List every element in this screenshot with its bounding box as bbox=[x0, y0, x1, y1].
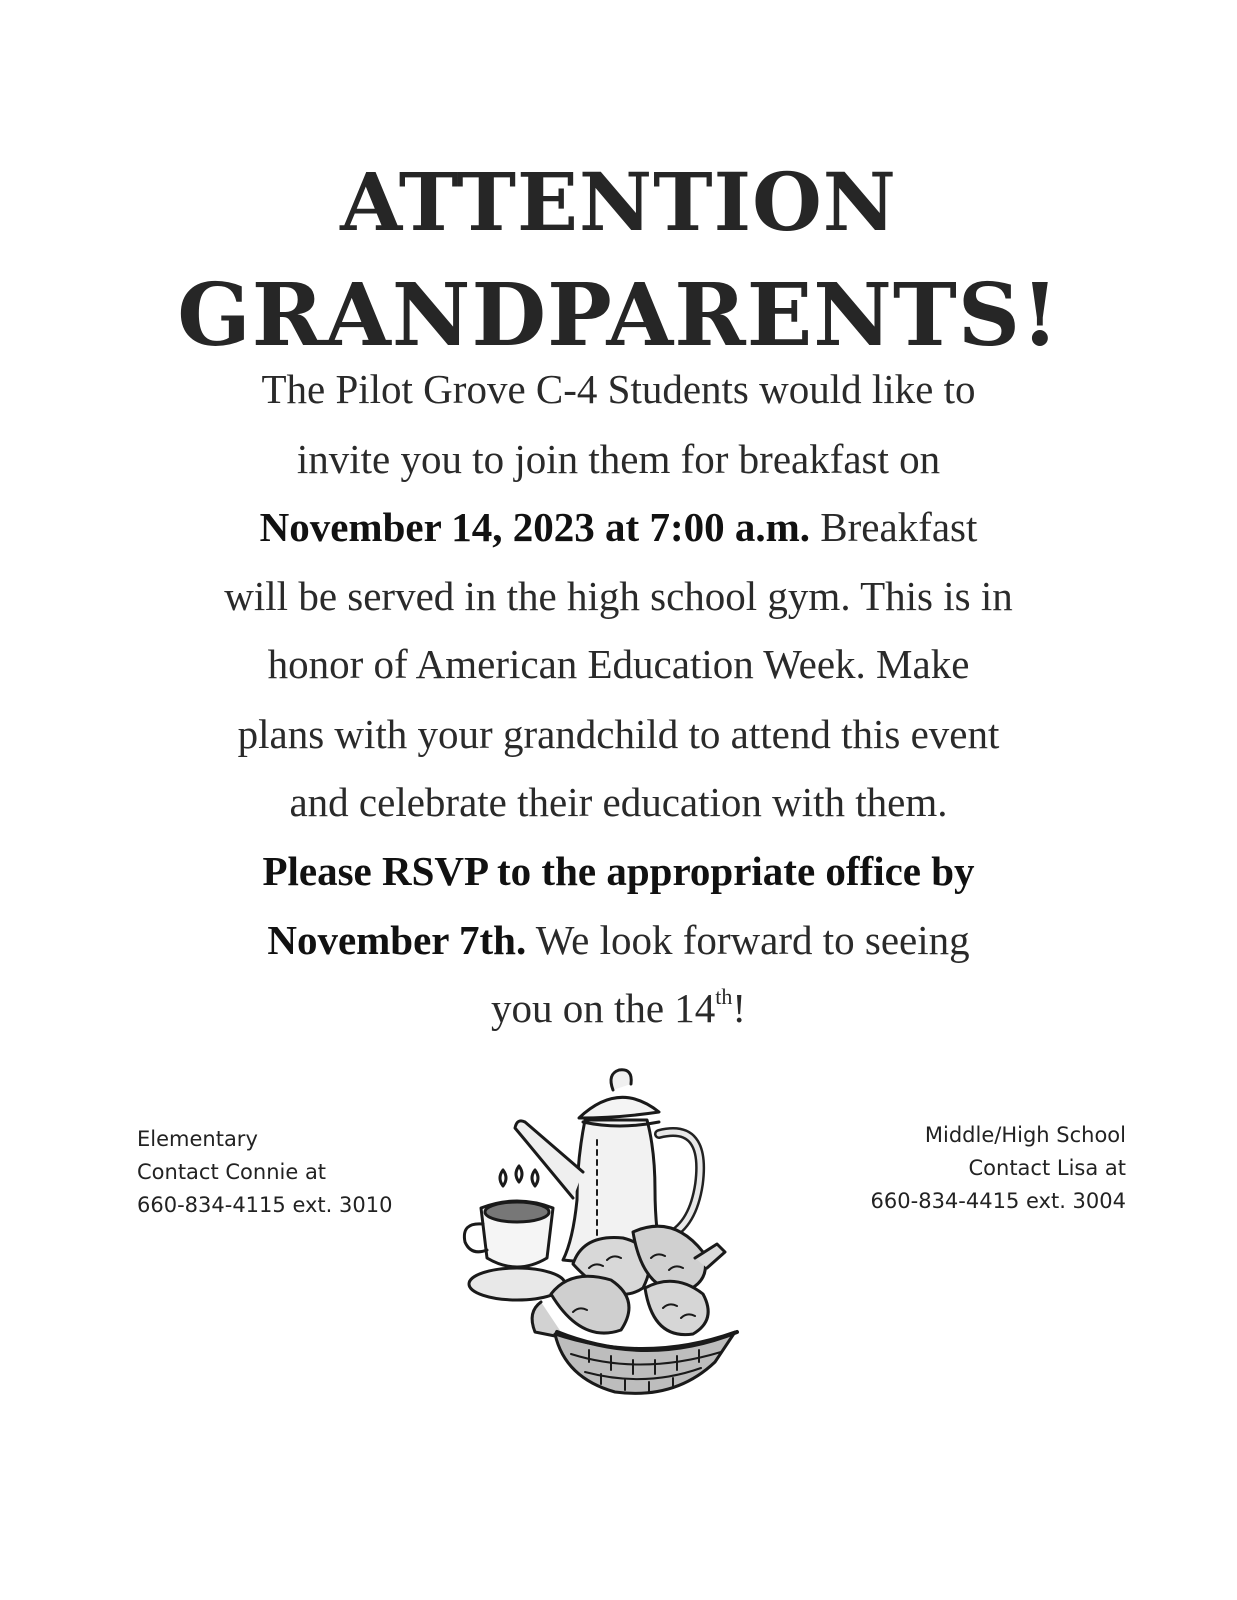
rsvp-deadline: November 7th. bbox=[267, 917, 527, 963]
body-line-9 bbox=[0, 912, 1237, 968]
body-line-3-rest: Breakfast bbox=[820, 504, 978, 550]
event-date-time: November 14, 2023 at 7:00 a.m. bbox=[259, 504, 811, 550]
rsvp-text: Please RSVP to the appropriate office by bbox=[262, 848, 975, 894]
middle-high-phone: 660-834-4415 ext. 3004 bbox=[870, 1189, 1126, 1213]
elementary-phone: 660-834-4115 ext. 3010 bbox=[137, 1193, 393, 1217]
elementary-contact-name: Contact Connie at bbox=[137, 1160, 327, 1184]
closing-text: you on the 14 bbox=[490, 985, 716, 1031]
headline-grandparents: GRANDPARENTS! bbox=[177, 265, 1060, 366]
headline-attention: ATTENTION bbox=[340, 155, 897, 249]
body-line-4: will be served in the high school gym. This is in bbox=[224, 573, 1013, 619]
rsvp-line bbox=[0, 843, 1237, 899]
ordinal-suffix: th bbox=[715, 984, 733, 1009]
elementary-school-label: Elementary bbox=[137, 1127, 258, 1151]
body-line-9-rest: We look forward to seeing bbox=[535, 917, 970, 963]
elementary-contact bbox=[137, 1123, 392, 1222]
body-line-2: invite you to join them for breakfast on bbox=[296, 436, 941, 482]
body-line-10 bbox=[0, 980, 1237, 1036]
body-line-6: plans with your grandchild to attend this event bbox=[237, 711, 1000, 757]
breakfast-illustration-icon bbox=[455, 1062, 765, 1407]
body-line-3 bbox=[0, 499, 1237, 555]
body-line-5: honor of American Education Week. Make bbox=[267, 641, 970, 687]
middle-high-school-label: Middle/High School bbox=[924, 1123, 1126, 1147]
closing-punctuation: ! bbox=[732, 985, 747, 1031]
body-line-7: and celebrate their education with them. bbox=[289, 779, 948, 825]
middle-high-contact-name: Contact Lisa at bbox=[968, 1156, 1126, 1180]
middle-high-contact bbox=[780, 1119, 1126, 1218]
body-line-1: The Pilot Grove C-4 Students would like to bbox=[261, 366, 976, 412]
